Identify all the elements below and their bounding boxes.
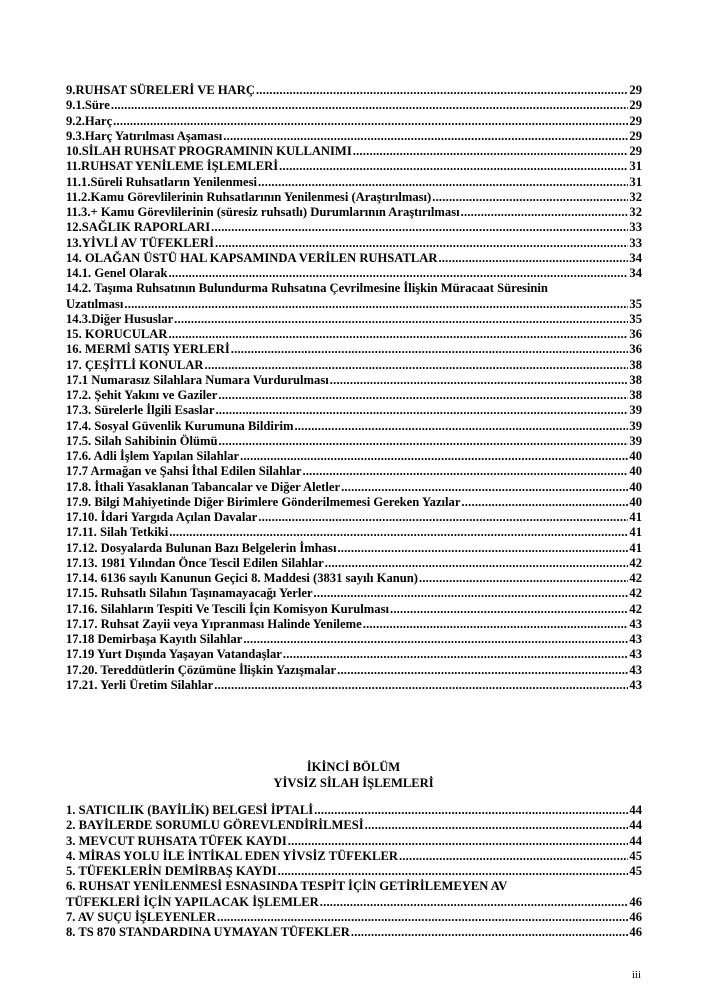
toc-entry-title: 11.3.+ Kamu Görevlilerinin (süresiz ruhsatlı) Durumlarının Araştırılması xyxy=(66,205,460,219)
toc-entry-page-number: 44 xyxy=(629,833,642,848)
toc-entry[interactable] xyxy=(66,98,642,113)
toc-entry-page-number: 46 xyxy=(629,909,642,924)
toc-entry-title: 16. MERMİ SATIŞ YERLERİ xyxy=(66,342,230,357)
toc-entry[interactable] xyxy=(66,388,642,403)
dot-leader xyxy=(217,910,628,925)
toc-entry-page-number: 33 xyxy=(629,220,642,235)
toc-entry-page-number: 34 xyxy=(629,266,642,280)
toc-entry[interactable] xyxy=(66,159,642,174)
toc-entry-title: 17.14. 6136 sayılı Kanunun Geçici 8. Maddesi (3831 sayılı Kanun) xyxy=(66,571,418,585)
toc-entry-page-number: 40 xyxy=(629,449,642,463)
toc-entry-page-number: 39 xyxy=(629,403,642,418)
toc-entry-page-number: 44 xyxy=(629,818,642,833)
toc-entry-title: 17.18 Demirbaşa Kayıtlı Silahlar xyxy=(66,632,243,646)
toc-entry-title: 7. AV SUÇU İŞLEYENLER xyxy=(66,909,217,924)
toc-entry-page-number: 45 xyxy=(629,848,642,863)
toc-entry-title: 17.16. Silahların Tespiti Ve Tescili İçin Komisyon Kurulması xyxy=(66,601,389,616)
dot-leader xyxy=(231,342,629,357)
toc-entry-page-number: 29 xyxy=(629,128,642,143)
toc-entry[interactable] xyxy=(66,895,642,910)
toc-entry-title: 9.3.Harç Yatırılması Aşaması xyxy=(66,128,223,143)
toc-entry-page-number: 36 xyxy=(629,342,642,357)
toc-entry-page-number: 41 xyxy=(629,525,642,540)
dot-leader xyxy=(113,114,628,129)
toc-entry-title: 8. TS 870 STANDARDINA UYMAYAN TÜFEKLER xyxy=(66,925,350,939)
toc-entry-page-number: 40 xyxy=(629,494,642,509)
toc-entry[interactable] xyxy=(66,647,642,662)
toc-entry-title: 15. KORUCULAR xyxy=(66,327,168,341)
toc-entry-page-number: 34 xyxy=(629,250,642,265)
toc-entry[interactable] xyxy=(66,617,642,632)
toc-entry-page-number: 38 xyxy=(629,357,642,372)
toc-entry-page-number: 36 xyxy=(629,327,642,341)
dot-leader xyxy=(314,586,629,601)
toc-entry[interactable] xyxy=(66,803,642,818)
toc-entry-page-number: 42 xyxy=(629,571,642,585)
toc-entry-title: 2. BAYİLERDE SORUMLU GÖREVLENDİRİLMESİ xyxy=(66,818,364,833)
toc-entry[interactable] xyxy=(66,342,642,357)
toc-entry[interactable] xyxy=(66,114,642,129)
toc-entry-title: 17.9. Bilgi Mahiyetinde Diğer Birimlere Gönderilmemesi Gereken Yazılar xyxy=(66,494,461,509)
dot-leader xyxy=(341,480,628,495)
toc-entry-title: TÜFEKLERİ İÇİN YAPILACAK İŞLEMLER xyxy=(66,894,319,909)
toc-entry-title: 17.8. İthali Yasaklanan Tabancalar ve Diğer Aletler xyxy=(66,479,341,494)
dot-leader xyxy=(399,849,628,864)
toc-entry-title: 1. SATICILIK (BAYİLİK) BELGESİ İPTALİ xyxy=(66,803,314,817)
toc-entry-page-number: 41 xyxy=(629,540,642,555)
toc-entry[interactable] xyxy=(66,251,642,266)
toc-entry[interactable] xyxy=(66,129,642,144)
toc-entry[interactable] xyxy=(66,434,642,449)
toc-entry-title: 17.12. Dosyalarda Bulunan Bazı Belgelerin İmhası xyxy=(66,540,337,555)
dot-leader xyxy=(365,818,629,833)
dot-leader xyxy=(390,602,628,617)
toc-entry-page-number: 31 xyxy=(629,159,642,174)
dot-leader xyxy=(438,251,628,266)
toc-entry-page-number: 35 xyxy=(629,311,642,326)
toc-entry-page-number: 39 xyxy=(629,433,642,448)
toc-entry[interactable] xyxy=(66,403,642,418)
dot-leader xyxy=(219,434,629,449)
toc-entry-title: 9.2.Harç xyxy=(66,113,113,128)
toc-entry[interactable] xyxy=(66,663,642,678)
toc-entry-page-number: 33 xyxy=(629,235,642,250)
dot-leader xyxy=(325,556,629,571)
toc-entry-page-number: 42 xyxy=(629,586,642,601)
dot-leader xyxy=(240,449,628,464)
toc-entry-page-number: 40 xyxy=(629,479,642,494)
toc-entry-title: Uzatılması xyxy=(66,296,124,311)
toc-entry-title: 11.1.Süreli Ruhsatların Yenilenmesi xyxy=(66,174,258,189)
toc-entry-title: 3. MEVCUT RUHSATA TÜFEK KAYDI xyxy=(66,833,287,848)
dot-leader xyxy=(302,464,628,479)
toc-entry[interactable] xyxy=(66,190,642,205)
dot-leader xyxy=(461,205,629,220)
toc-entry[interactable] xyxy=(66,358,642,373)
dot-leader xyxy=(205,358,629,373)
toc-entry-title: 9.RUHSAT SÜRELERİ VE HARÇ xyxy=(66,83,255,97)
toc-entry[interactable] xyxy=(66,373,642,388)
toc-entry[interactable] xyxy=(66,449,642,464)
toc-entry-title-line-1[interactable]: 6. RUHSAT YENİLENMESİ ESNASINDA TESPİT İÇİN GETİRİLEMEYEN AV xyxy=(66,879,508,894)
toc-entry-title: 17.20. Tereddütlerin Çözümüne İlişkin Yazışmalar xyxy=(66,662,337,677)
dot-leader xyxy=(258,175,628,190)
dot-leader xyxy=(214,678,628,693)
dot-leader xyxy=(124,297,628,312)
dot-leader xyxy=(215,236,628,251)
toc-entry-page-number: 42 xyxy=(629,555,642,570)
dot-leader xyxy=(283,647,629,662)
toc-entry[interactable] xyxy=(66,910,642,925)
dot-leader xyxy=(337,541,628,556)
page-number: iii xyxy=(631,969,641,981)
toc-entry[interactable] xyxy=(66,83,642,98)
toc-entry-page-number: 32 xyxy=(629,189,642,204)
toc-entry[interactable] xyxy=(66,236,642,251)
toc-entry-page-number: 42 xyxy=(629,601,642,616)
toc-entry-title: 10.SİLAH RUHSAT PROGRAMININ KULLANIMI xyxy=(66,144,352,158)
toc-entry-page-number: 29 xyxy=(629,83,642,97)
dot-leader xyxy=(432,190,628,205)
toc-entry-title: 14.1. Genel Olarak xyxy=(66,266,168,280)
table-of-contents-part-2 xyxy=(66,803,642,940)
toc-entry-title: 14.3.Diğer Hususlar xyxy=(66,311,174,326)
dot-leader xyxy=(353,144,629,159)
toc-entry-title: 11.2.Kamu Görevlilerinin Ruhsatlarının Yenilenmesi (Araştırılması) xyxy=(66,189,432,204)
toc-entry-title: 17.11. Silah Tetkiki xyxy=(66,525,169,540)
toc-entry-title: 17.3. Sürelerle İlgili Esaslar xyxy=(66,403,215,418)
toc-entry-page-number: 31 xyxy=(629,174,642,189)
dot-leader xyxy=(168,266,628,281)
dot-leader xyxy=(258,510,628,525)
toc-entry[interactable] xyxy=(66,834,642,849)
toc-entry[interactable] xyxy=(66,510,642,525)
toc-entry-title: 17.17. Ruhsat Zayii veya Yıpranması Halinde Yenileme xyxy=(66,616,362,631)
toc-entry[interactable] xyxy=(66,220,642,235)
dot-leader xyxy=(211,220,628,235)
toc-entry-page-number: 41 xyxy=(629,510,642,524)
toc-entry-title: 9.1.Süre xyxy=(66,98,110,113)
toc-entry-title: 17.1 Numarasız Silahlara Numara Vurdurulması xyxy=(66,372,329,387)
toc-entry[interactable] xyxy=(66,586,642,601)
dot-leader xyxy=(419,571,628,586)
toc-entry-title: 17.6. Adli İşlem Yapılan Silahlar xyxy=(66,449,240,463)
toc-entry-title: 17.4. Sosyal Güvenlik Kurumuna Bildirim xyxy=(66,418,294,433)
toc-entry-title: 12.SAĞLIK RAPORLARI xyxy=(66,220,211,235)
toc-entry-page-number: 46 xyxy=(629,894,642,909)
toc-entry-page-number: 38 xyxy=(629,388,642,402)
dot-leader xyxy=(314,803,628,818)
dot-leader xyxy=(215,403,628,418)
toc-entry-page-number: 32 xyxy=(629,205,642,219)
toc-entry-page-number: 29 xyxy=(629,113,642,128)
dot-leader xyxy=(169,525,628,540)
toc-entry[interactable] xyxy=(66,464,642,479)
toc-entry[interactable] xyxy=(66,266,642,281)
dot-leader xyxy=(351,925,629,940)
dot-leader xyxy=(256,83,628,98)
toc-entry-title: 17.5. Silah Sahibinin Ölümü xyxy=(66,433,218,448)
toc-entry-title-line-1[interactable]: 14.2. Taşıma Ruhsatının Bulundurma Ruhsatına Çevrilmesine İlişkin Müracaat Süresinin xyxy=(66,281,548,296)
toc-entry[interactable] xyxy=(66,925,642,940)
toc-entry[interactable] xyxy=(66,525,642,540)
toc-entry-title: 17. ÇEŞİTLİ KONULAR xyxy=(66,357,204,372)
toc-entry-page-number: 29 xyxy=(629,98,642,113)
toc-entry[interactable] xyxy=(66,419,642,434)
toc-entry[interactable] xyxy=(66,327,642,342)
dot-leader xyxy=(288,834,629,849)
toc-entry-title: 5. TÜFEKLERİN DEMİRBAŞ KAYDI xyxy=(66,864,277,878)
toc-entry[interactable] xyxy=(66,144,642,159)
dot-leader xyxy=(279,159,628,174)
dot-leader xyxy=(363,617,629,632)
dot-leader xyxy=(320,895,629,910)
toc-entry[interactable] xyxy=(66,678,642,693)
dot-leader xyxy=(461,495,628,510)
toc-entry-page-number: 43 xyxy=(629,632,642,646)
toc-entry-title: 14. OLAĞAN ÜSTÜ HAL KAPSAMINDA VERİLEN RUHSATLAR xyxy=(66,250,438,265)
table-of-contents-part-1 xyxy=(66,83,642,693)
dot-leader xyxy=(243,632,628,647)
dot-leader xyxy=(278,864,629,879)
toc-entry-page-number: 45 xyxy=(629,864,642,878)
toc-entry-title: 17.2. Şehit Yakını ve Gaziler xyxy=(66,388,218,402)
toc-entry[interactable] xyxy=(66,495,642,510)
section-heading-line-1: İKİNCİ BÖLÜM xyxy=(306,760,401,774)
toc-entry[interactable] xyxy=(66,571,642,586)
dot-leader xyxy=(174,312,628,327)
dot-leader xyxy=(330,373,629,388)
toc-entry[interactable] xyxy=(66,205,642,220)
toc-entry-page-number: 40 xyxy=(629,464,642,479)
toc-entry[interactable] xyxy=(66,632,642,647)
toc-entry-page-number: 43 xyxy=(629,616,642,631)
toc-entry-page-number: 46 xyxy=(629,925,642,939)
dot-leader xyxy=(337,663,628,678)
toc-entry[interactable] xyxy=(66,175,642,190)
toc-entry-page-number: 38 xyxy=(629,372,642,387)
toc-entry[interactable] xyxy=(66,602,642,617)
toc-entry-page-number: 29 xyxy=(629,144,642,158)
toc-entry[interactable] xyxy=(66,297,642,312)
toc-entry[interactable] xyxy=(66,480,642,495)
toc-entry-title: 17.7 Armağan ve Şahsi İthal Edilen Silahlar xyxy=(66,464,302,479)
toc-entry-page-number: 43 xyxy=(629,647,642,662)
toc-entry-title: 17.15. Ruhsatlı Silahın Taşınamayacağı Yerler xyxy=(66,586,313,601)
toc-entry[interactable] xyxy=(66,849,642,864)
dot-leader xyxy=(111,98,629,113)
dot-leader xyxy=(223,129,628,144)
toc-entry[interactable] xyxy=(66,818,642,833)
section-heading xyxy=(0,760,707,791)
toc-entry-page-number: 44 xyxy=(629,803,642,817)
section-heading-line-2: YİVSİZ SİLAH İŞLEMLERİ xyxy=(273,775,434,790)
toc-entry-title: 17.21. Yerli Üretim Silahlar xyxy=(66,677,214,692)
toc-entry-title: 13.YİVLİ AV TÜFEKLERİ xyxy=(66,235,215,250)
toc-entry-page-number: 39 xyxy=(629,418,642,433)
toc-entry-title: 17.10. İdari Yargıda Açılan Davalar xyxy=(66,510,258,524)
toc-entry-page-number: 35 xyxy=(629,296,642,311)
toc-entry[interactable] xyxy=(66,312,642,327)
toc-entry-page-number: 43 xyxy=(629,662,642,677)
toc-entry[interactable] xyxy=(66,864,642,879)
toc-entry-title: 4. MİRAS YOLU İLE İNTİKAL EDEN YİVSİZ TÜFEKLER xyxy=(66,848,398,863)
toc-entry-title: 17.19 Yurt Dışında Yaşayan Vatandaşlar xyxy=(66,647,282,662)
toc-entry-title: 17.13. 1981 Yılından Önce Tescil Edilen Silahlar xyxy=(66,555,324,570)
dot-leader xyxy=(294,419,628,434)
toc-entry[interactable] xyxy=(66,541,642,556)
toc-entry[interactable] xyxy=(66,556,642,571)
dot-leader xyxy=(218,388,628,403)
dot-leader xyxy=(168,327,628,342)
toc-entry-title: 11.RUHSAT YENİLEME İŞLEMLERİ xyxy=(66,159,279,174)
toc-entry-page-number: 43 xyxy=(629,677,642,692)
